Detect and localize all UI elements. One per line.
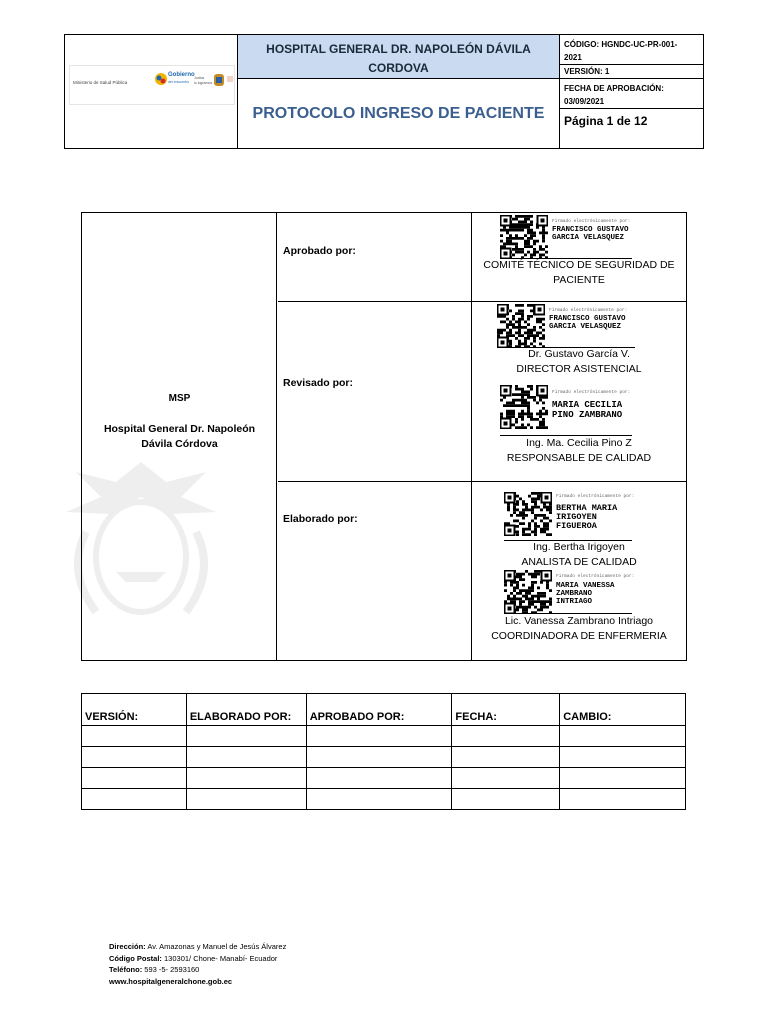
elaborador2-name: Lic. Vanessa Zambrano Intriago	[504, 615, 654, 627]
revisor2-role: RESPONSABLE DE CALIDAD	[506, 452, 652, 464]
gobierno-logo-icon	[154, 72, 168, 86]
table-header-row	[82, 694, 686, 726]
footer-phone-value: 593 -5- 2593160	[142, 965, 200, 974]
column-header-elaborado: ELABORADO POR:	[186, 694, 306, 726]
signature-name-line1: FRANCISCO GUSTAVO	[552, 226, 629, 234]
footer-postal	[109, 953, 286, 965]
table-row	[82, 768, 686, 789]
table-cell	[560, 789, 686, 810]
footer-address-value: Av. Amazonas y Manuel de Jesús Álvarez	[145, 942, 287, 951]
table-cell	[82, 726, 187, 747]
signed-caption: Firmado electrónicamente por:	[552, 390, 631, 395]
elaborador2-text	[472, 614, 686, 644]
signature-name-line2: IRIGOYEN	[556, 512, 597, 522]
committee-line1: COMITÉ TÉCNICO DE SEGURIDAD DE	[483, 259, 675, 271]
footer-address	[109, 941, 286, 953]
signed-caption: Firmado electrónicamente por:	[556, 574, 635, 579]
table-cell	[186, 789, 306, 810]
committee-line2: PACIENTE	[553, 274, 605, 286]
qr-code-icon	[500, 385, 548, 429]
fecha-label: FECHA DE APROBACIÓN:	[564, 84, 664, 93]
revisor1-role: DIRECTOR ASISTENCIAL	[516, 363, 642, 375]
table-cell	[186, 726, 306, 747]
page-number: Página 1 de 12	[564, 114, 648, 128]
institution-line2: Dávila Córdova	[141, 438, 218, 450]
logo-cell	[65, 35, 238, 148]
table-cell	[82, 789, 187, 810]
encuentro-logo-text: del encuentro	[168, 80, 190, 84]
document-header	[64, 34, 704, 149]
elaborador1-role: ANALISTA DE CALIDAD	[521, 556, 637, 568]
revisado-label: Revisado por:	[278, 302, 472, 482]
table-cell	[82, 747, 187, 768]
table-cell	[560, 768, 686, 789]
protocol-title: PROTOCOLO INGRESO DE PACIENTE	[238, 79, 560, 148]
codigo-cell	[560, 35, 703, 65]
qr-code-icon	[497, 304, 545, 348]
qr-code-icon	[504, 492, 552, 536]
table-row	[82, 789, 686, 810]
qr-code-icon	[500, 215, 548, 259]
hospital-name-cell	[238, 35, 560, 79]
table-cell	[306, 747, 452, 768]
ecuador-shield-icon	[212, 72, 226, 88]
footer-phone	[109, 964, 286, 976]
table-cell	[452, 768, 560, 789]
signature-name-line1: FRANCISCO GUSTAVO	[549, 315, 626, 323]
revisado-signature-cell	[472, 302, 686, 482]
aprobado-committee	[472, 258, 686, 288]
revisor1-text	[472, 347, 686, 377]
elaborador1-text	[472, 540, 686, 570]
column-header-aprobado: APROBADO POR:	[306, 694, 452, 726]
table-row	[82, 747, 686, 768]
table-cell	[186, 768, 306, 789]
fecha-cell	[560, 79, 703, 109]
column-header-fecha: FECHA:	[452, 694, 560, 726]
elaborado-label: Elaborado por:	[278, 482, 472, 660]
footer-address-label: Dirección:	[109, 942, 146, 951]
codigo-line1: CÓDIGO: HGNDC-UC-PR-001-	[564, 40, 678, 49]
institutional-logos	[69, 65, 235, 105]
table-cell	[306, 768, 452, 789]
table-cell	[560, 747, 686, 768]
elaborador2-role: COORDINADORA DE ENFERMERIA	[491, 630, 667, 642]
table-cell	[306, 726, 452, 747]
msp-label: MSP	[168, 393, 191, 404]
hospital-name-line1: HOSPITAL GENERAL DR. NAPOLEÓN DÁVILA	[266, 42, 531, 56]
signature-name-line1: BERTHA MARIA	[556, 503, 618, 513]
qr-code-icon	[504, 570, 552, 614]
table-cell	[186, 747, 306, 768]
table-cell	[82, 768, 187, 789]
signature-name-line2: GARCIA VELASQUEZ	[552, 234, 625, 242]
approval-table	[81, 212, 687, 661]
revisor2-text	[472, 436, 686, 466]
signature-name-line1: MARIA VANESSA	[556, 582, 615, 590]
table-cell	[452, 726, 560, 747]
institution-cell	[82, 213, 277, 660]
fecha-value: 03/09/2021	[564, 97, 605, 106]
revisor1-name: Dr. Gustavo García V.	[528, 348, 630, 360]
signed-caption: Firmado electrónicamente por:	[552, 219, 631, 224]
hospital-name-line2: CORDOVA	[368, 61, 429, 75]
small-logo-icon	[227, 76, 233, 82]
footer-website[interactable]: www.hospitalgeneralchone.gob.ec	[109, 976, 233, 986]
table-cell	[452, 747, 560, 768]
aprobado-signature-cell	[472, 213, 686, 302]
signed-caption: Firmado electrónicamente por:	[549, 308, 628, 313]
juntos-text-2: lo logramos	[194, 81, 213, 85]
column-header-cambio: CAMBIO:	[560, 694, 686, 726]
codigo-line2: 2021	[564, 53, 582, 62]
table-cell	[306, 789, 452, 810]
signed-caption: Firmado electrónicamente por:	[556, 494, 635, 499]
signature-name-line1: MARIA CECILIA	[552, 400, 623, 410]
document-footer	[109, 941, 286, 987]
footer-postal-value: 130301/ Chone- Manabí- Ecuador	[161, 953, 278, 963]
signature-name-line3: INTRIAGO	[556, 598, 593, 606]
footer-postal-label: Código Postal:	[109, 953, 162, 963]
column-header-version: VERSIÓN:	[82, 694, 187, 726]
signature-name-line2: PINO ZAMBRANO	[552, 410, 623, 420]
gobierno-logo-text: Gobierno	[168, 72, 195, 78]
version-cell: VERSIÓN: 1	[560, 65, 703, 79]
elaborado-signature-cell	[472, 482, 686, 660]
ministerio-logo-text: Ministerio de Salud Pública	[73, 80, 128, 85]
version-history-table	[81, 693, 686, 810]
signature-name-line3: FIGUEROA	[556, 521, 597, 531]
institution-line1: Hospital General Dr. Napoleón	[103, 423, 256, 435]
table-cell	[560, 726, 686, 747]
signature-name-line2: GARCIA VELASQUEZ	[549, 323, 622, 331]
aprobado-label: Aprobado por:	[278, 213, 472, 302]
table-row	[82, 726, 686, 747]
juntos-text: Juntos	[194, 76, 205, 80]
elaborador1-name: Ing. Bertha Irigoyen	[533, 541, 625, 553]
revisor2-name: Ing. Ma. Cecilia Pino Z	[526, 437, 632, 449]
signature-name-line2: ZAMBRANO	[556, 590, 593, 598]
table-cell	[452, 789, 560, 810]
footer-phone-label: Teléfono:	[109, 965, 143, 974]
institution-name	[92, 422, 267, 452]
